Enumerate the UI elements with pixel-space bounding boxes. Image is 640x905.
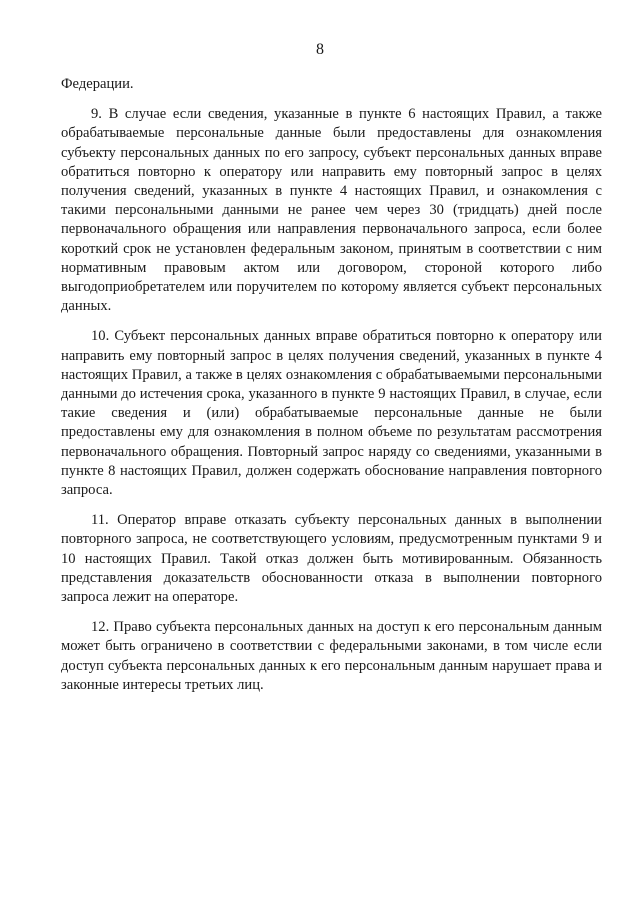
paragraph-continuation: Федерации.: [61, 76, 134, 92]
document-body: [61, 75, 602, 695]
paragraph-item-11: 11. Оператор вправе отказать субъекту персональных данных в выполнении повторного запроса, не соответствующего условиям, предусмотренным пунктами 9 и 10 настоящих Правил. Такой отказ должен быть мотивированным. Обязанность представления доказательств обоснованности отказа в выполнении повторного запроса лежит на операторе.: [61, 512, 602, 606]
paragraph-item-12: 12. Право субъекта персональных данных на доступ к его персональным данным может быть ограничено в соответствии с федеральными законами, в том числе если доступ субъекта персональных данных к его персональным данным нарушает права и законные интересы третьих лиц.: [61, 619, 602, 693]
paragraph-item-10: 10. Субъект персональных данных вправе обратиться повторно к оператору или направить ему повторный запрос в целях получения сведений, указанных в пункте 4 настоящих Правил, а также в целях ознакомления с обрабатываемыми персональными данными до истечения срока, указанного в пункте 9 настоящих Правил, в случае, если такие сведения и (или) обрабатываемые персональные данные не были предоставлены ему для ознакомления в полном объеме по результатам рассмотрения первоначального обращения. Повторный запрос наряду со сведениями, указанными в пункте 8 настоящих Правил, должен содержать обоснование направления повторного запроса.: [61, 328, 602, 499]
paragraph-item-9: 9. В случае если сведения, указанные в пункте 6 настоящих Правил, а также обрабатываемые персональные данные были предоставлены для ознакомления субъекту персональных данных по его запросу, субъект персональных данных вправе обратиться повторно к оператору или направить ему повторный запрос в целях получения сведений, указанных в пункте 4 настоящих Правил, и ознакомления с такими персональными данными не ранее чем через 30 (тридцать) дней после первоначального обращения или направления первоначального запроса, если более короткий срок не установлен федеральным законом, принятым в соответствии с ним нормативным правовым актом или договором, стороной которого либо выгодоприобретателем или поручителем по которому является субъект персональных данных.: [61, 106, 602, 315]
page-number: 8: [316, 41, 324, 58]
